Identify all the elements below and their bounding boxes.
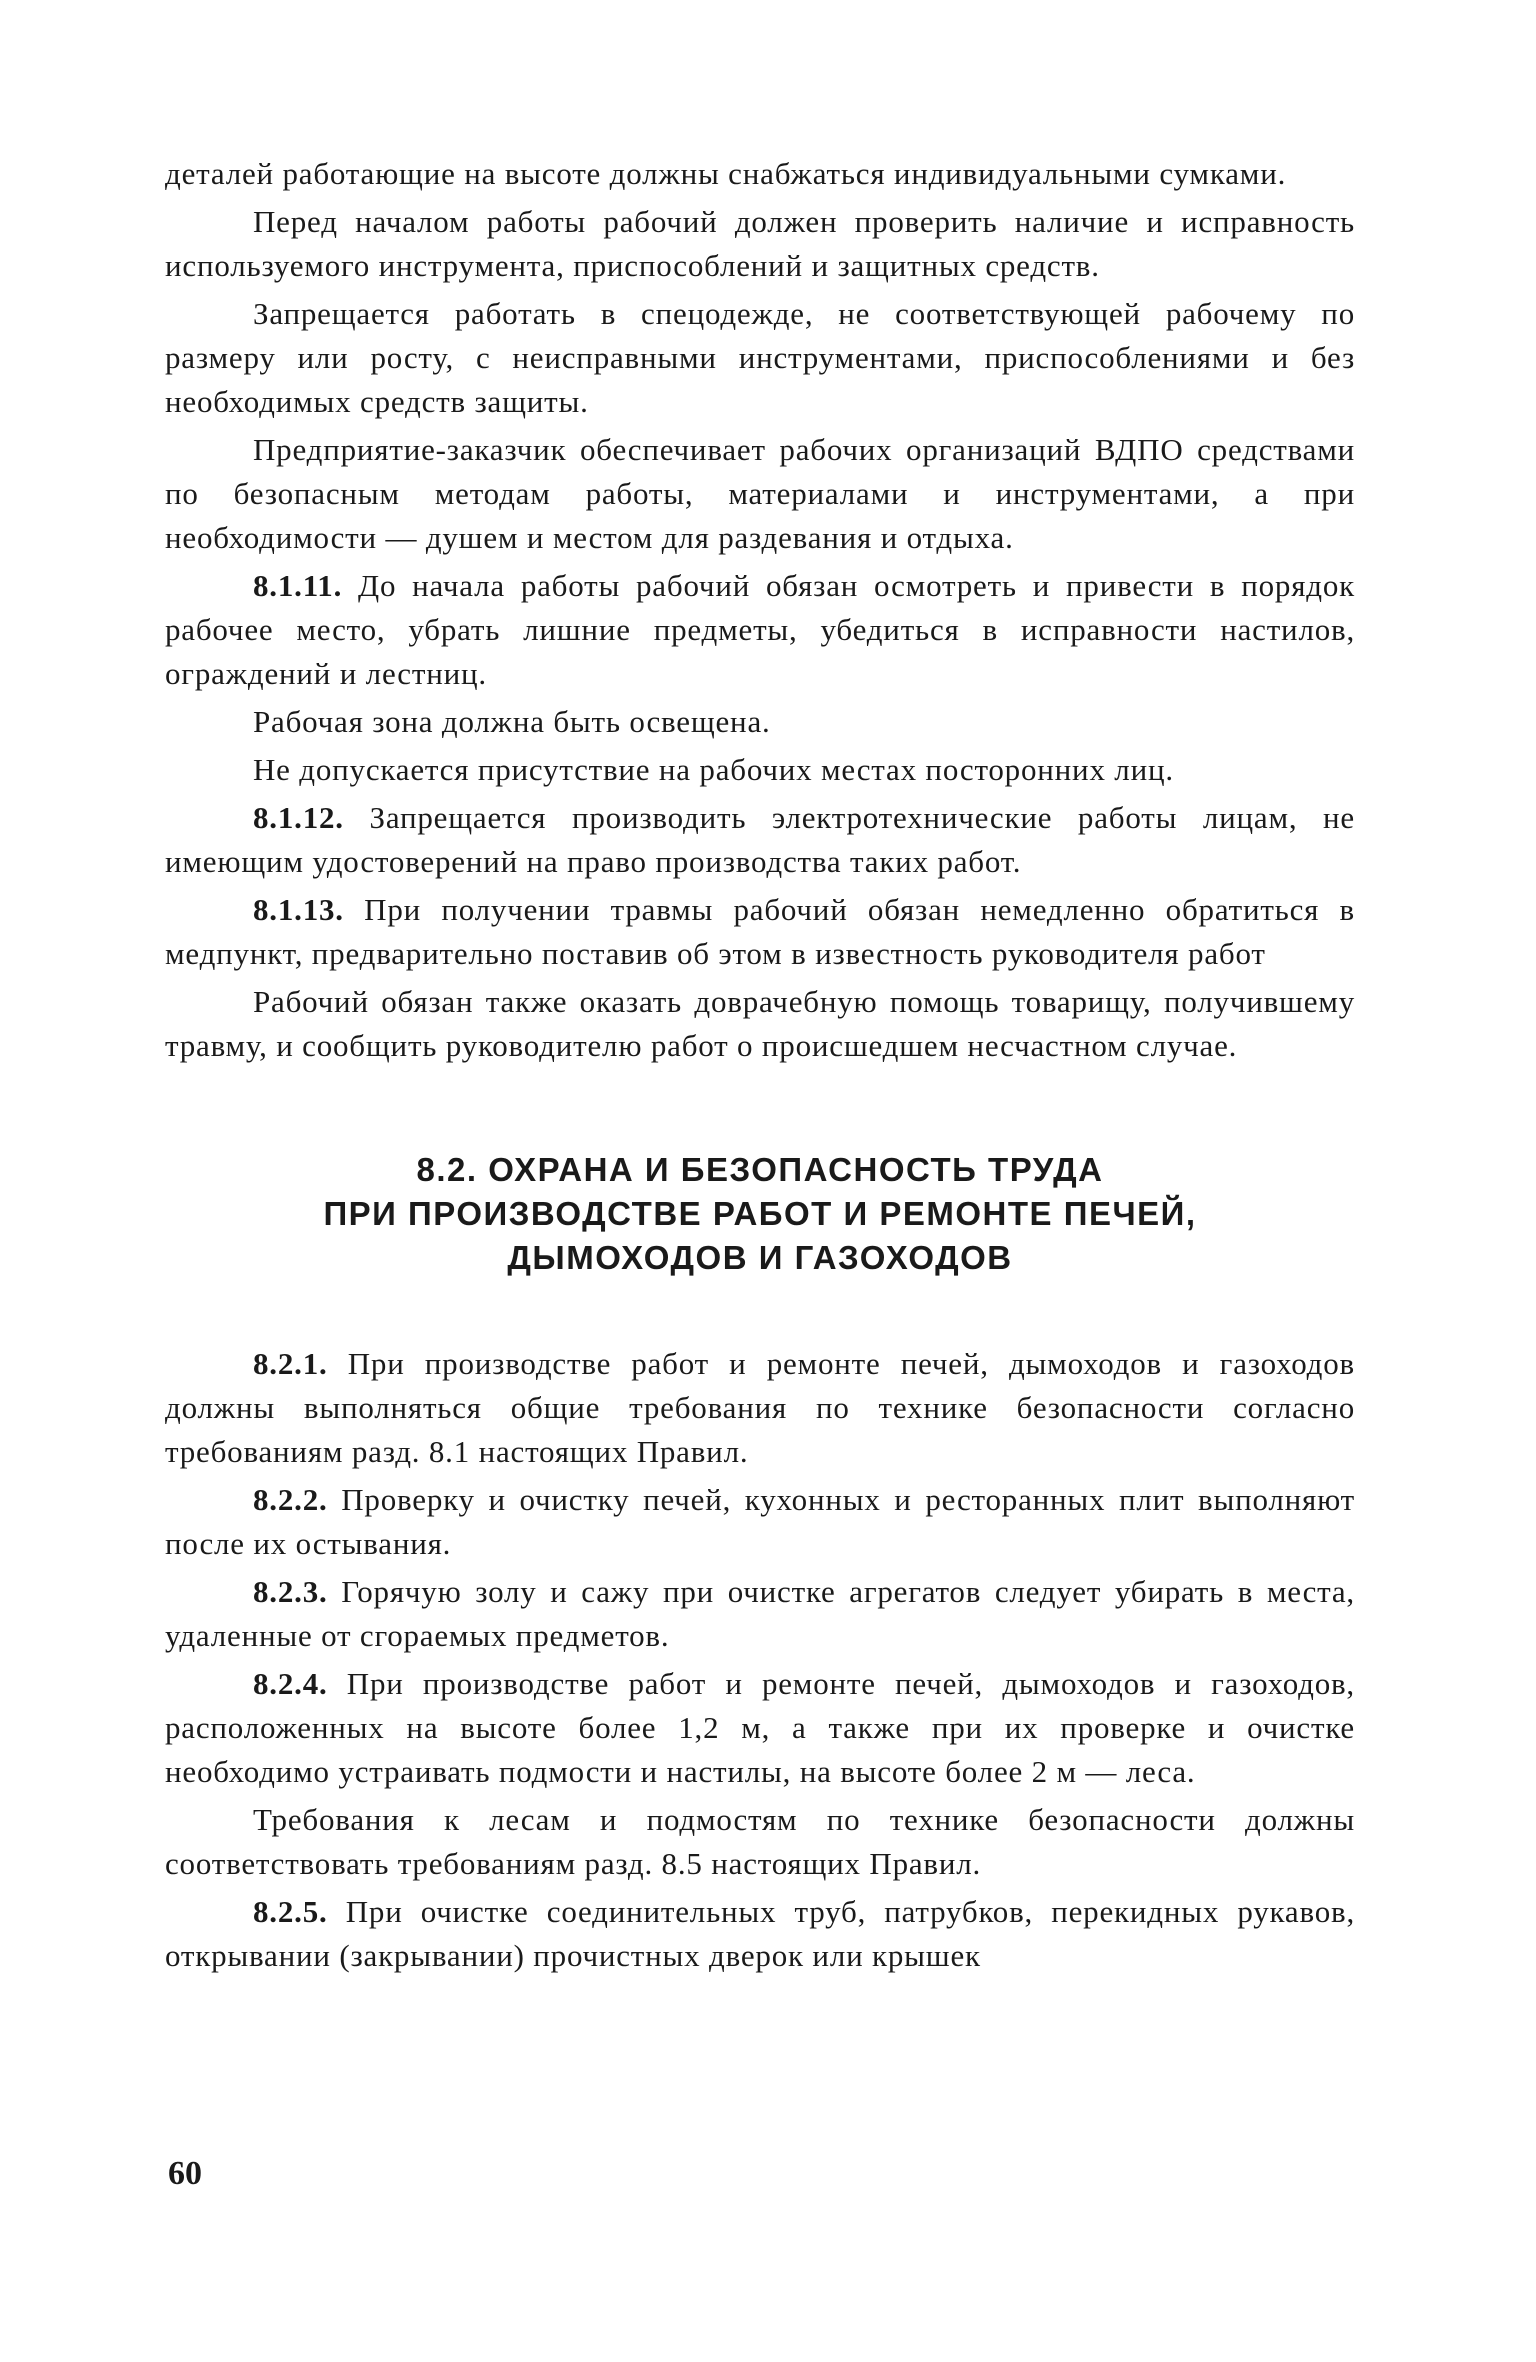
section-number: 8.2.2.	[253, 1482, 328, 1517]
paragraph	[165, 292, 1355, 424]
paragraph-text: Запрещается работать в спецодежде, не соответствующей рабочему по размеру или росту, с неисправными инструментами, приспособлениями и без необходимых средств защиты.	[165, 296, 1355, 419]
paragraph-text: Рабочий обязан также оказать доврачебную помощь товарищу, получившему травму, и сообщить руководителю работ о происшедшем несчастном случае.	[165, 984, 1355, 1063]
paragraph	[165, 428, 1355, 560]
section-number: 8.2.3.	[253, 1574, 328, 1609]
section-number: 8.2.1.	[253, 1346, 328, 1381]
paragraph	[165, 1570, 1355, 1658]
paragraph-text: Запрещается производить электротехнические работы лицам, не имеющим удостоверений на право производства таких работ.	[165, 800, 1355, 879]
paragraph	[165, 152, 1355, 196]
heading-line: 8.2. ОХРАНА И БЕЗОПАСНОСТЬ ТРУДА	[416, 1151, 1104, 1188]
paragraph-text: Перед началом работы рабочий должен проверить наличие и исправность используемого инструмента, приспособлений и защитных средств.	[165, 204, 1355, 283]
paragraph	[165, 796, 1355, 884]
paragraph-text: Не допускается присутствие на рабочих местах посторонних лиц.	[253, 752, 1174, 787]
section-number: 8.2.4.	[253, 1666, 328, 1701]
paragraph	[165, 1890, 1355, 1978]
section-number: 8.1.13.	[253, 892, 344, 927]
section-number: 8.2.5.	[253, 1894, 328, 1929]
paragraph	[165, 1342, 1355, 1474]
paragraph-text: При производстве работ и ремонте печей, дымоходов и газоходов должны выполняться общие требования по технике безопасности согласно требованиям разд. 8.1 настоящих Правил.	[165, 1346, 1355, 1469]
paragraph-text: При получении травмы рабочий обязан немедленно обратиться в медпункт, предварительно поставив об этом в известность руководителя работ	[165, 892, 1355, 971]
paragraph-text: Рабочая зона должна быть освещена.	[253, 704, 771, 739]
paragraph-text: Предприятие-заказчик обеспечивает рабочих организаций ВДПО средствами по безопасным методам работы, материалами и инструментами, а при необходимости — душем и местом для раздевания и отдыха.	[165, 432, 1355, 555]
paragraph	[165, 748, 1355, 792]
paragraph-text: Требования к лесам и подмостям по технике безопасности должны соответствовать требованиям разд. 8.5 настоящих Правил.	[165, 1802, 1355, 1881]
page-content	[165, 152, 1355, 1978]
paragraph	[165, 1798, 1355, 1886]
section-heading	[165, 1148, 1355, 1280]
paragraph	[165, 1662, 1355, 1794]
paragraph	[165, 888, 1355, 976]
paragraph-text: Проверку и очистку печей, кухонных и ресторанных плит выполняют после их остывания.	[165, 1482, 1355, 1561]
heading-line: ДЫМОХОДОВ И ГАЗОХОДОВ	[507, 1239, 1013, 1276]
paragraph	[165, 980, 1355, 1068]
section-number: 8.1.11.	[253, 568, 343, 603]
page-number: 60	[168, 2155, 202, 2192]
paragraph	[165, 200, 1355, 288]
paragraph-text: До начала работы рабочий обязан осмотреть и привести в порядок рабочее место, убрать лишние предметы, убедиться в исправности настилов, ограждений и лестниц.	[165, 568, 1355, 691]
paragraph-text: При производстве работ и ремонте печей, дымоходов и газоходов, расположенных на высоте более 1,2 м, а также при их проверке и очистке необходимо устраивать подмости и настилы, на высоте более 2 м — леса.	[165, 1666, 1355, 1789]
paragraph-text: При очистке соединительных труб, патрубков, перекидных рукавов, открывании (закрывании) прочистных дверок или крышек	[165, 1894, 1355, 1973]
section-number: 8.1.12.	[253, 800, 344, 835]
paragraph-text: деталей работающие на высоте должны снабжаться индивидуальными сумками.	[165, 156, 1287, 191]
paragraph-text: Горячую золу и сажу при очистке агрегатов следует убирать в места, удаленные от сгораемых предметов.	[165, 1574, 1355, 1653]
paragraph	[165, 700, 1355, 744]
heading-line: ПРИ ПРОИЗВОДСТВЕ РАБОТ И РЕМОНТЕ ПЕЧЕЙ,	[323, 1195, 1197, 1232]
paragraph	[165, 564, 1355, 696]
paragraph	[165, 1478, 1355, 1566]
